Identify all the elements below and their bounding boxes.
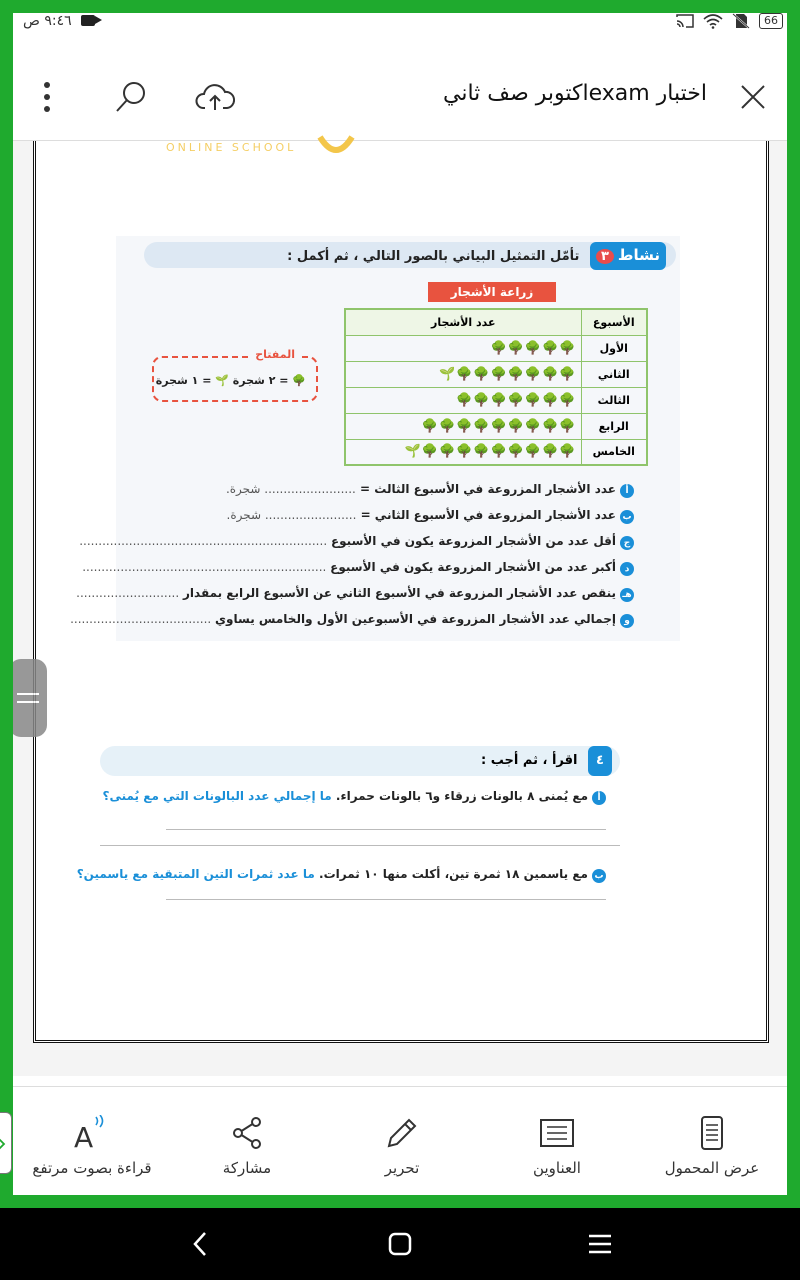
recents-button[interactable]	[578, 1222, 622, 1266]
upload-cloud-button[interactable]	[193, 75, 237, 119]
exercise-instruction: اقرأ ، ثم أجب :	[481, 753, 578, 768]
week-cell: الثالث	[581, 387, 647, 413]
more-options-button[interactable]	[25, 75, 69, 119]
tree-icons-cell: 🌳🌳🌳🌳🌳🌳🌳🌳🌳	[345, 413, 581, 439]
status-time: ٩:٤٦ ص	[23, 13, 72, 29]
week-cell: الأول	[581, 335, 647, 361]
document-viewer[interactable]	[13, 141, 787, 1076]
activity-header	[144, 242, 676, 268]
mobile-view-button[interactable]	[637, 1113, 787, 1177]
document-page	[33, 141, 769, 1043]
side-panel-tab[interactable]	[0, 1112, 12, 1174]
question-e: هـينقص عدد الأشجار المزروعة في الأسبوع الثاني عن الأسبوع الرابع بمقدار ...........................	[76, 586, 634, 602]
system-navigation-bar	[0, 1208, 800, 1280]
chevron-right-icon	[0, 1113, 9, 1173]
table-row	[345, 335, 647, 361]
tool-label: قراءة بصوت مرتفع	[32, 1159, 152, 1177]
table-header-row	[345, 309, 647, 335]
tree-icons-cell: 🌳🌳🌳🌳🌳🌳🌳	[345, 387, 581, 413]
no-sim-icon	[731, 13, 751, 29]
pictograph-key	[152, 348, 318, 402]
key-text: 🌳 = ٢ شجرة 🌱 = ١ شجرة	[155, 374, 306, 387]
back-button[interactable]	[178, 1222, 222, 1266]
tool-label: عرض المحمول	[664, 1159, 760, 1177]
status-bar	[13, 13, 787, 49]
tree-icons-cell: 🌳🌳🌳🌳🌳	[345, 335, 581, 361]
activity-badge: نشاط٣	[590, 242, 666, 270]
svg-text:A: A	[74, 1121, 94, 1151]
activity-3-panel	[70, 236, 680, 641]
week-cell: الثاني	[581, 361, 647, 387]
table-row	[345, 413, 647, 439]
search-button[interactable]	[109, 75, 153, 119]
tree-icons-cell: 🌳🌳🌳🌳🌳🌳🌳🌱	[345, 361, 581, 387]
headings-button[interactable]	[482, 1113, 632, 1177]
table-row	[345, 439, 647, 465]
share-icon	[230, 1116, 264, 1150]
watermark-text: ONLINE SCHOOL	[166, 141, 297, 154]
wifi-icon	[703, 13, 723, 29]
search-icon	[113, 79, 149, 115]
table-row	[345, 387, 647, 413]
question-d: دأكبر عدد من الأشجار المزروعة يكون في الأسبوع ................................................................	[82, 560, 634, 576]
tree-icons-cell: 🌳🌳🌳🌳🌳🌳🌳🌳🌳🌱	[345, 439, 581, 465]
status-icons	[675, 13, 783, 29]
question-c: جأقل عدد من الأشجار المزروعة يكون في الأسبوع .................................................................	[79, 534, 634, 550]
back-chevron-icon	[190, 1230, 210, 1258]
exercise-4-header	[100, 746, 620, 776]
home-button[interactable]	[378, 1222, 422, 1266]
col-week-header: الأسبوع	[581, 309, 647, 335]
exercise-question-2: بمع ياسمين ١٨ ثمرة تين، أكلت منها ١٠ ثمرات. ما عدد ثمرات التين المتبقية مع ياسمين؟	[77, 867, 606, 883]
headings-list-icon	[539, 1118, 575, 1148]
app-frame	[13, 13, 787, 1195]
edit-button[interactable]	[327, 1113, 477, 1177]
week-cell: الرابع	[581, 413, 647, 439]
question-a: أعدد الأشجار المزروعة في الأسبوع الثالث = ........................ شجرة.	[226, 482, 634, 498]
recents-menu-icon	[588, 1234, 612, 1254]
answer-line	[166, 899, 606, 900]
watermark-logo-fragment	[316, 133, 356, 157]
tool-label: العناوين	[533, 1159, 581, 1177]
bottom-toolbar	[13, 1086, 787, 1195]
close-button[interactable]	[731, 75, 775, 119]
table-row	[345, 361, 647, 387]
answer-line	[100, 845, 620, 846]
app-bar	[13, 53, 787, 141]
pencil-icon	[385, 1116, 419, 1150]
tool-label: مشاركة	[222, 1159, 272, 1177]
video-camera-icon	[81, 15, 95, 26]
exercise-question-1: أمع يُمنى ٨ بالونات زرقاء و٦ بالونات حمراء. ما إجمالي عدد البالونات التي مع يُمنى؟	[103, 789, 606, 805]
close-icon	[740, 84, 766, 110]
mobile-view-icon	[700, 1115, 724, 1151]
share-button[interactable]	[172, 1113, 322, 1177]
home-square-icon	[388, 1232, 412, 1256]
pictograph-table	[344, 308, 648, 466]
key-title: المفتاح	[252, 348, 298, 361]
activity-instruction: تأمّل التمثيل البياني بالصور التالي ، ثم أكمل :	[287, 249, 580, 264]
more-vertical-icon	[43, 81, 51, 113]
battery-level: 66	[759, 13, 783, 29]
question-f: وإجمالي عدد الأشجار المزروعة في الأسبوعين الأول والخامس يساوي .....................................	[70, 612, 634, 628]
week-cell: الخامس	[581, 439, 647, 465]
col-count-header: عدد الأشجار	[345, 309, 581, 335]
answer-line	[166, 829, 606, 830]
document-title: اختبار examاكتوبر صف ثاني	[443, 81, 707, 106]
read-aloud-button[interactable]	[17, 1113, 167, 1177]
cast-icon	[675, 13, 695, 29]
tool-label: تحرير	[384, 1159, 420, 1177]
chart-title: زراعة الأشجار	[428, 282, 556, 302]
read-aloud-icon	[72, 1115, 112, 1151]
scroll-handle[interactable]	[13, 659, 47, 737]
exercise-number: ٤	[588, 746, 612, 776]
cloud-upload-icon	[195, 82, 235, 112]
question-b: بعدد الأشجار المزروعة في الأسبوع الثاني = ........................ شجرة.	[227, 508, 635, 524]
